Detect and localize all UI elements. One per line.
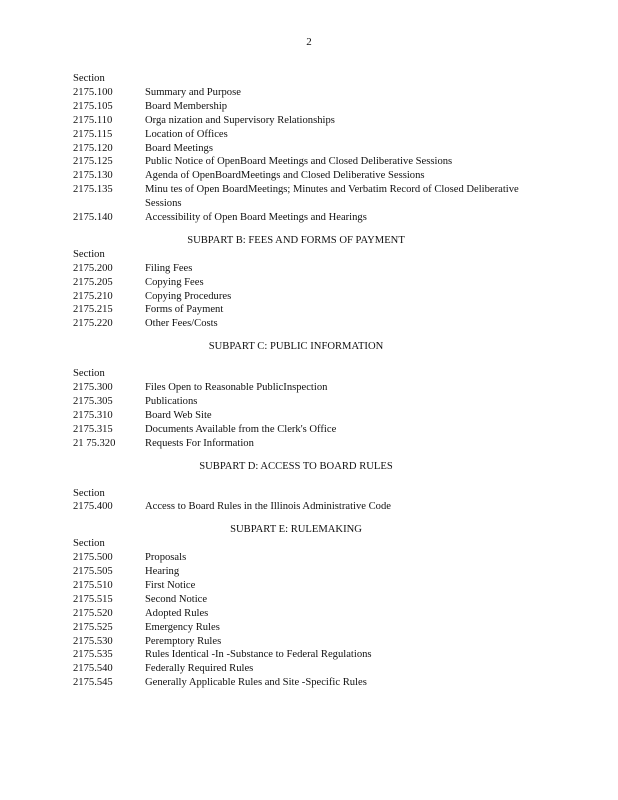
section-number: 2175.140 [73,212,113,224]
section-title: Federally Required Rules [145,663,254,675]
section-number: 2175.215 [73,304,113,316]
section-number: 2175.545 [73,677,113,689]
section-title: Other Fees/Costs [145,318,218,330]
section-title: Public Notice of OpenBoard Meetings and Closed Deliberative Sessions [145,156,453,168]
toc-row [73,142,533,156]
section-title: Adopted Rules [145,607,209,619]
section-label: Section [73,248,105,260]
toc-row [73,621,533,635]
section-number: 2175.115 [73,128,113,140]
toc-row [73,648,533,662]
section-number: 2175.120 [73,142,113,154]
section-label: Section [73,73,105,84]
section-title: Filing Fees [145,262,193,274]
section-title: Rules Identical -In -Substance to Federal Regulations [145,649,372,661]
toc-row [73,662,533,676]
section-title: Board Membership [145,100,228,112]
subpart-a-list [73,86,533,225]
toc-row [73,317,533,331]
toc-row [73,437,533,451]
toc-row [73,676,533,690]
subpart-d-list [73,500,533,514]
toc-row [73,128,533,142]
section-number: 2175.110 [73,114,113,126]
toc-row [73,183,533,211]
toc-row [73,86,533,100]
section-title: Copying Fees [145,276,204,288]
subpart-c-list [73,381,533,451]
section-number: 2175.530 [73,635,113,647]
toc-row [73,409,533,423]
subpart-e-list [73,551,533,690]
subpart-heading: SUBPART E: RULEMAKING [230,524,362,536]
section-title: Agenda of OpenBoardMeetings and Closed Deliberative Sessions [145,170,425,182]
section-title: Hearing [145,566,180,578]
toc-row [73,290,533,304]
subpart-heading: SUBPART B: FEES AND FORMS OF PAYMENT [187,234,405,246]
toc-row [73,593,533,607]
section-number: 2175.540 [73,663,113,675]
section-number: 2175.135 [73,184,113,196]
toc-row [73,607,533,621]
section-number: 2175.105 [73,100,113,112]
section-number: 2175.525 [73,621,113,633]
section-title: Requests For Information [145,437,254,449]
section-title: Documents Available from the Clerk's Office [145,423,337,435]
section-title: Peremptory Rules [145,635,222,647]
subpart-heading: SUBPART C: PUBLIC INFORMATION [208,341,384,353]
toc-row [73,100,533,114]
section-label: Section [73,368,105,380]
toc-row [73,565,533,579]
subpart-b-list [73,262,533,332]
section-title: Minu tes of Open BoardMeetings; Minutes and Verbatim Record of Closed Deliberative Sessions [145,184,519,210]
section-title: Board Web Site [145,409,212,421]
section-title: Access to Board Rules in the Illinois Administrative Code [145,501,391,513]
toc-row [73,381,533,395]
toc-row [73,579,533,593]
toc-row [73,635,533,649]
section-title: Files Open to Reasonable PublicInspection [145,382,328,394]
section-number: 2175.205 [73,276,113,288]
section-number: 2175.300 [73,382,113,394]
toc-row [73,395,533,409]
section-number: 2175.310 [73,409,113,421]
section-number: 2175.305 [73,395,113,407]
section-title: Accessibility of Open Board Meetings and Hearings [145,212,367,224]
toc-row [73,423,533,437]
section-title: Generally Applicable Rules and Site -Specific Rules [145,677,367,689]
section-number: 2175.500 [73,552,113,564]
section-number: 2175.220 [73,318,113,330]
section-number: 2175.515 [73,593,113,605]
section-title: Location of Offices [145,128,228,140]
section-title: Emergency Rules [145,621,220,633]
section-title: First Notice [145,579,196,591]
section-number: 2175.535 [73,649,113,661]
toc-row [73,169,533,183]
toc-row [73,262,533,276]
section-title: Orga nization and Supervisory Relationships [145,114,335,126]
table-of-contents [73,72,533,690]
section-title: Copying Procedures [145,290,232,302]
toc-row [73,276,533,290]
section-label: Section [73,538,105,550]
section-title: Board Meetings [145,142,213,154]
section-label: Section [73,487,105,499]
toc-row [73,211,533,225]
toc-row [73,114,533,128]
section-number: 2175.100 [73,86,113,98]
section-number: 2175.520 [73,607,113,619]
toc-row [73,500,533,514]
section-title: Publications [145,395,198,407]
section-title: Proposals [145,552,187,564]
section-number: 2175.400 [73,501,113,513]
section-number: 2175.510 [73,579,113,591]
subpart-heading: SUBPART D: ACCESS TO BOARD RULES [199,460,393,472]
section-number: 2175.315 [73,423,113,435]
section-number: 2175.125 [73,156,113,168]
section-number: 2175.130 [73,170,113,182]
page-number: 2 [306,36,312,48]
section-number: 2175.210 [73,290,113,302]
toc-row [73,303,533,317]
section-title: Summary and Purpose [145,86,241,98]
toc-row [73,155,533,169]
section-title: Second Notice [145,593,208,605]
section-title: Forms of Payment [145,304,224,316]
section-number: 2175.200 [73,262,113,274]
section-number: 21 75.320 [73,437,116,449]
toc-row [73,551,533,565]
section-number: 2175.505 [73,566,113,578]
